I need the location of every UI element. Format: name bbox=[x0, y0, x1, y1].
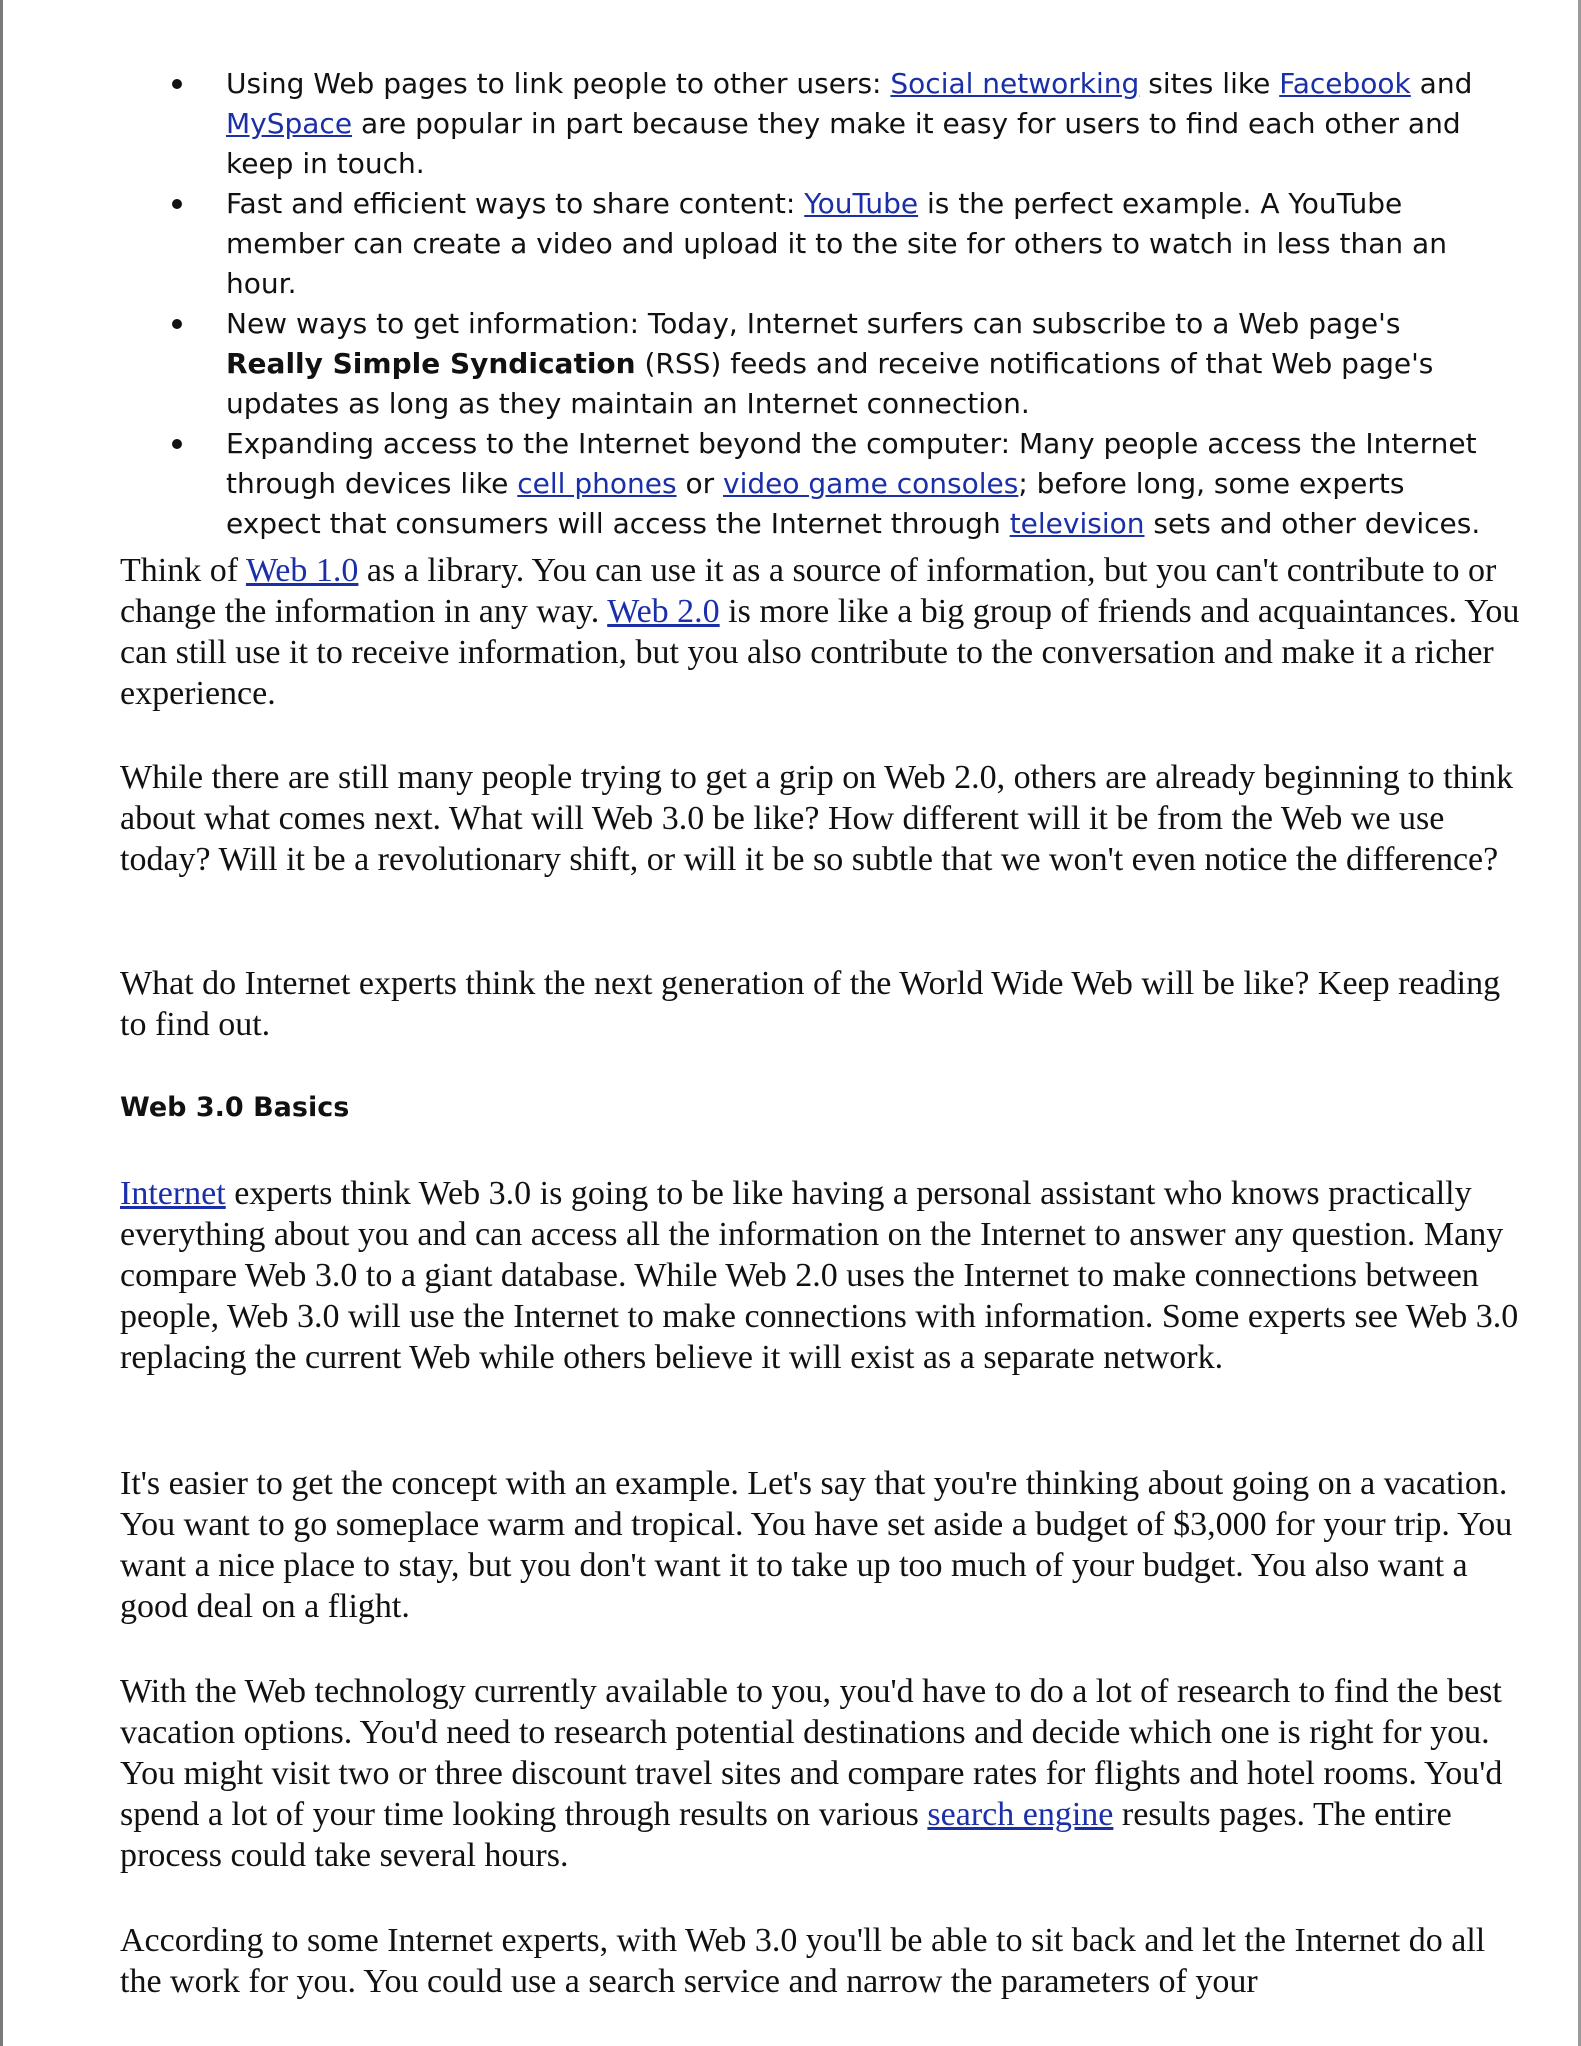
paragraph-web-library bbox=[120, 550, 1520, 714]
list-item bbox=[172, 424, 1502, 544]
paragraph-web3-basics bbox=[120, 1173, 1520, 1378]
link-myspace[interactable]: MySpace bbox=[226, 107, 353, 140]
bullet-text: sites like bbox=[1139, 67, 1280, 100]
bullet-text: (RSS) feeds and receive notifications of that Web page's updates as long as they maintain an Internet connection. bbox=[226, 347, 1434, 420]
paragraph-text: results pages. The entire process could take several hours. bbox=[120, 1796, 1452, 1874]
paragraph-keep-reading: What do Internet experts think the next generation of the World Wide Web will be like? Keep reading to find out. bbox=[120, 965, 1501, 1043]
list-item bbox=[172, 64, 1502, 184]
paragraph-current-web bbox=[120, 1671, 1520, 1876]
bullet-text: Expanding access to the Internet beyond the computer: Many people access the Internet through devices like bbox=[226, 427, 1477, 500]
bullet-dot bbox=[172, 319, 182, 329]
link-video-game-consoles[interactable]: video game consoles bbox=[723, 467, 1019, 500]
bullet-text: Using Web pages to link people to other users: bbox=[226, 67, 891, 100]
list-item bbox=[172, 184, 1502, 304]
link-search-engine[interactable]: search engine bbox=[927, 1796, 1114, 1833]
bullet-text: and bbox=[1410, 67, 1473, 100]
paragraph-text: experts think Web 3.0 is going to be like having a personal assistant who knows practically everything about you and can access all the information on the Internet to answer any question. Many compare Web 3.0 to a giant database. While Web 2.0 uses the Internet to make connections between people, Web 3.0 will use the Internet to make connections with information. Some experts see Web 3.0 replacing the current Web while others believe it will exist as a separate network. bbox=[120, 1175, 1519, 1376]
list-item bbox=[172, 304, 1502, 424]
bold-term-rss: Really Simple Syndication bbox=[226, 347, 636, 380]
bullet-dot bbox=[172, 199, 182, 209]
link-web-2-0[interactable]: Web 2.0 bbox=[607, 593, 720, 630]
link-web-1-0[interactable]: Web 1.0 bbox=[245, 552, 359, 589]
bullet-dot bbox=[172, 79, 182, 89]
link-cell-phones[interactable]: cell phones bbox=[517, 467, 677, 500]
paragraph-web3-future: According to some Internet experts, with Web 3.0 you'll be able to sit back and let the Internet do all the work for you. You could use a search service and narrow the parameters of your bbox=[120, 1922, 1486, 2000]
bullet-list bbox=[172, 64, 1502, 544]
link-social-networking[interactable]: Social networking bbox=[890, 67, 1140, 100]
paragraph-next-web: While there are still many people trying to get a grip on Web 2.0, others are already beginning to think about what comes next. What will Web 3.0 be like? How different will it be from the Web we use today? Will it be a revolutionary shift, or will it be so subtle that we won't even notice the difference? bbox=[120, 759, 1514, 878]
paragraph-vacation-example: It's easier to get the concept with an example. Let's say that you're thinking about going on a vacation. You want to go someplace warm and tropical. You have set aside a budget of $3,000 for your trip. You want a nice place to stay, but you don't want it to take up too much of your budget. You also want a good deal on a flight. bbox=[120, 1465, 1513, 1625]
bullet-text: Fast and efficient ways to share content: bbox=[226, 187, 805, 220]
bullet-text: sets and other devices. bbox=[1144, 507, 1481, 540]
link-television[interactable]: television bbox=[1009, 507, 1145, 540]
page-left-border bbox=[0, 0, 3, 2046]
paragraph-text: Think of bbox=[120, 552, 246, 589]
bullet-text: ; before long, some experts expect that consumers will access the Internet through bbox=[226, 467, 1405, 540]
paragraph-text: as a library. You can use it as a source of information, but you can't contribute to or change the information in any way. bbox=[120, 552, 1497, 630]
link-internet[interactable]: Internet bbox=[120, 1175, 226, 1212]
paragraph-text: is more like a big group of friends and acquaintances. You can still use it to receive information, but you also contribute to the conversation and make it a richer experience. bbox=[120, 593, 1520, 712]
link-youtube[interactable]: YouTube bbox=[804, 187, 919, 220]
bullet-text: or bbox=[676, 467, 724, 500]
bullet-text: New ways to get information: Today, Internet surfers can subscribe to a Web page's bbox=[226, 307, 1401, 340]
bullet-text: is the perfect example. A YouTube member can create a video and upload it to the site for others to watch in less than an hour. bbox=[226, 187, 1447, 300]
bullet-text: are popular in part because they make it easy for users to find each other and keep in touch. bbox=[226, 107, 1461, 180]
bullet-dot bbox=[172, 439, 182, 449]
section-heading: Web 3.0 Basics bbox=[120, 1092, 350, 1123]
paragraph-text: With the Web technology currently available to you, you'd have to do a lot of research to find the best vacation options. You'd need to research potential destinations and decide which one is right for you. You might visit two or three discount travel sites and compare rates for flights and hotel rooms. You'd spend a lot of your time looking through results on various bbox=[120, 1673, 1503, 1833]
link-facebook[interactable]: Facebook bbox=[1279, 67, 1411, 100]
